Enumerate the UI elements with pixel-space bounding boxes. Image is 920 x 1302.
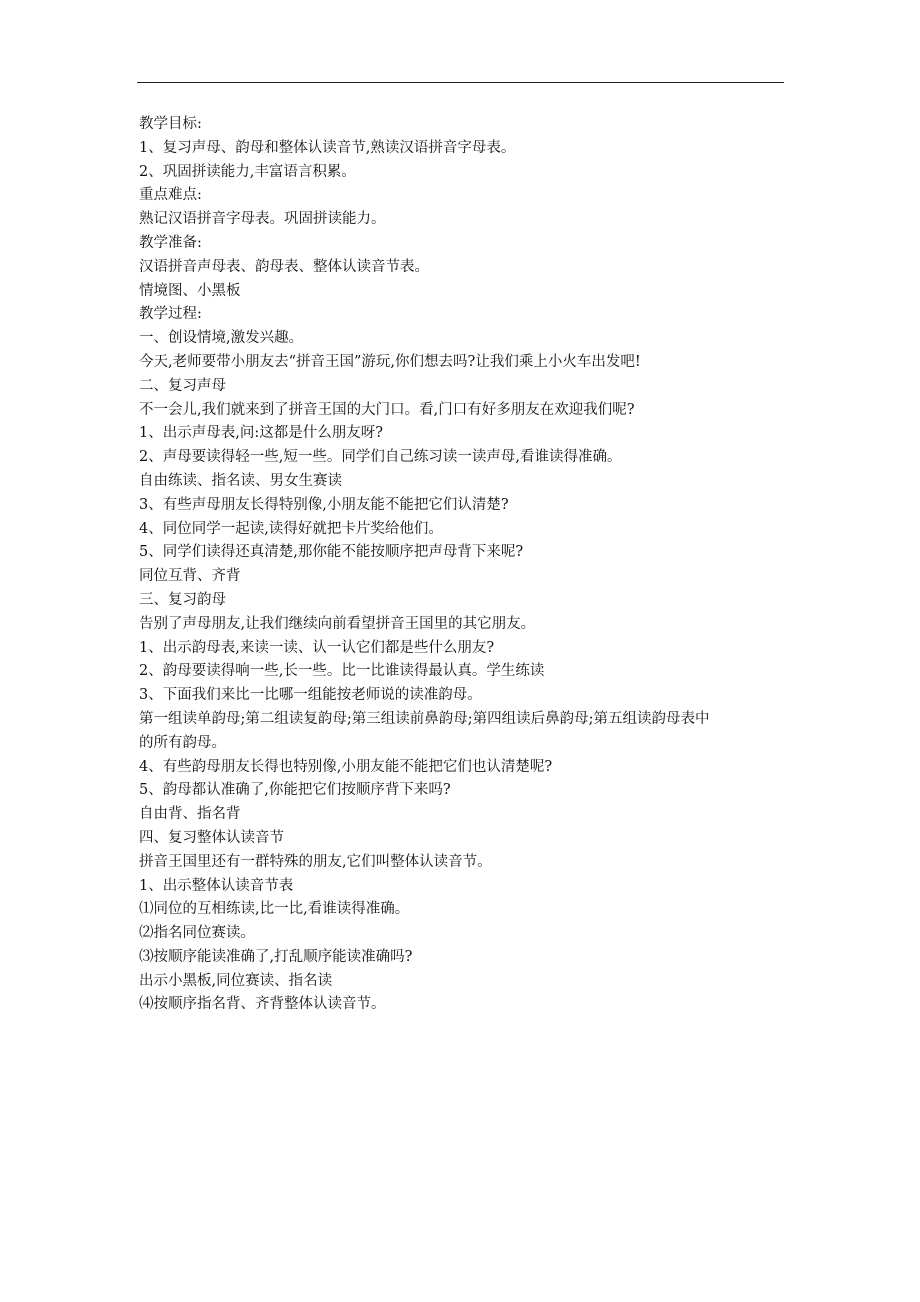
text-line: 3、下面我们来比一比哪一组能按老师说的读准韵母。 [139,687,482,704]
text-line: 4、有些韵母朋友长得也特别像,小朋友能不能把它们也认清楚呢? [139,758,553,775]
text-line: 告别了声母朋友,让我们继续向前看望拼音王国里的其它朋友。 [139,615,536,632]
text-line: 自由背、指名背 [139,806,241,823]
text-line: 5、同学们读得还真清楚,那你能不能按顺序把声母背下来呢? [139,544,524,561]
text-line: 教学目标: [139,116,202,132]
text-line: 不一会儿,我们就来到了拼音王国的大门口。看,门口有好多朋友在欢迎我们呢? [139,401,635,418]
text-line: 5、韵母都认准确了,你能把它们按顺序背下来吗? [139,782,451,799]
text-line: 重点难点: [139,187,202,204]
text-line: 2、声母要读得轻一些,短一些。同学们自己练习读一读声母,看谁读得准确。 [139,449,622,466]
text-line: 1、出示整体认读音节表 [139,877,294,894]
text-line: 1、复习声母、韵母和整体认读音节,熟读汉语拼音字母表。 [139,139,516,156]
text-line: ⑶按顺序能读准确了,打乱顺序能读准确吗? [139,948,413,965]
text-line: 3、有些声母朋友长得特别像,小朋友能不能把它们认清楚? [139,496,509,513]
text-line: 三、复习韵母 [139,591,226,608]
text-line: 4、同位同学一起读,读得好就把卡片奖给他们。 [139,520,443,537]
text-line: 2、巩固拼读能力,丰富语言积累。 [139,163,356,180]
text-line: 出示小黑板,同位赛读、指名读 [139,972,333,989]
text-line: ⑷按顺序指名背、齐背整体认读音节。 [139,996,386,1013]
document-body [139,113,789,1017]
text-line: 自由练读、指名读、男女生赛读 [139,472,342,489]
text-line: 四、复习整体认读音节 [139,829,284,846]
header-rule [137,82,784,83]
text-line: 一、创设情境,激发兴趣。 [139,330,304,347]
text-line: 1、出示韵母表,来读一读、认一认它们都是些什么朋友? [139,639,495,656]
text-line: 教学过程: [139,306,202,323]
text-line: 的所有韵母。 [139,734,226,751]
text-line: 同位互背、齐背 [139,568,241,585]
text-line: ⑴同位的互相练读,比一比,看谁读得准确。 [139,901,410,918]
text-line: 拼音王国里还有一群特殊的朋友,它们叫整体认读音节。 [139,853,492,870]
text-line: 汉语拼音声母表、韵母表、整体认读音节表。 [139,258,429,275]
text-line: 熟记汉语拼音字母表。巩固拼读能力。 [139,211,386,228]
text-line: 二、复习声母 [139,377,226,394]
text-line: 教学准备: [139,234,202,251]
text-line: 今天,老师要带小朋友去“拼音王国”游玩,你们想去吗?让我们乘上小火车出发吧! [139,353,641,370]
text-line: 1、出示声母表,问:这都是什么朋友呀? [139,425,383,442]
text-line: 第一组读单韵母;第二组读复韵母;第三组读前鼻韵母;第四组读后鼻韵母;第五组读韵母表中 [139,710,710,727]
text-line: 情境图、小黑板 [139,282,241,299]
text-line: ⑵指名同位赛读。 [139,925,255,942]
text-line: 2、韵母要读得响一些,长一些。比一比谁读得最认真。学生练读 [139,663,545,680]
